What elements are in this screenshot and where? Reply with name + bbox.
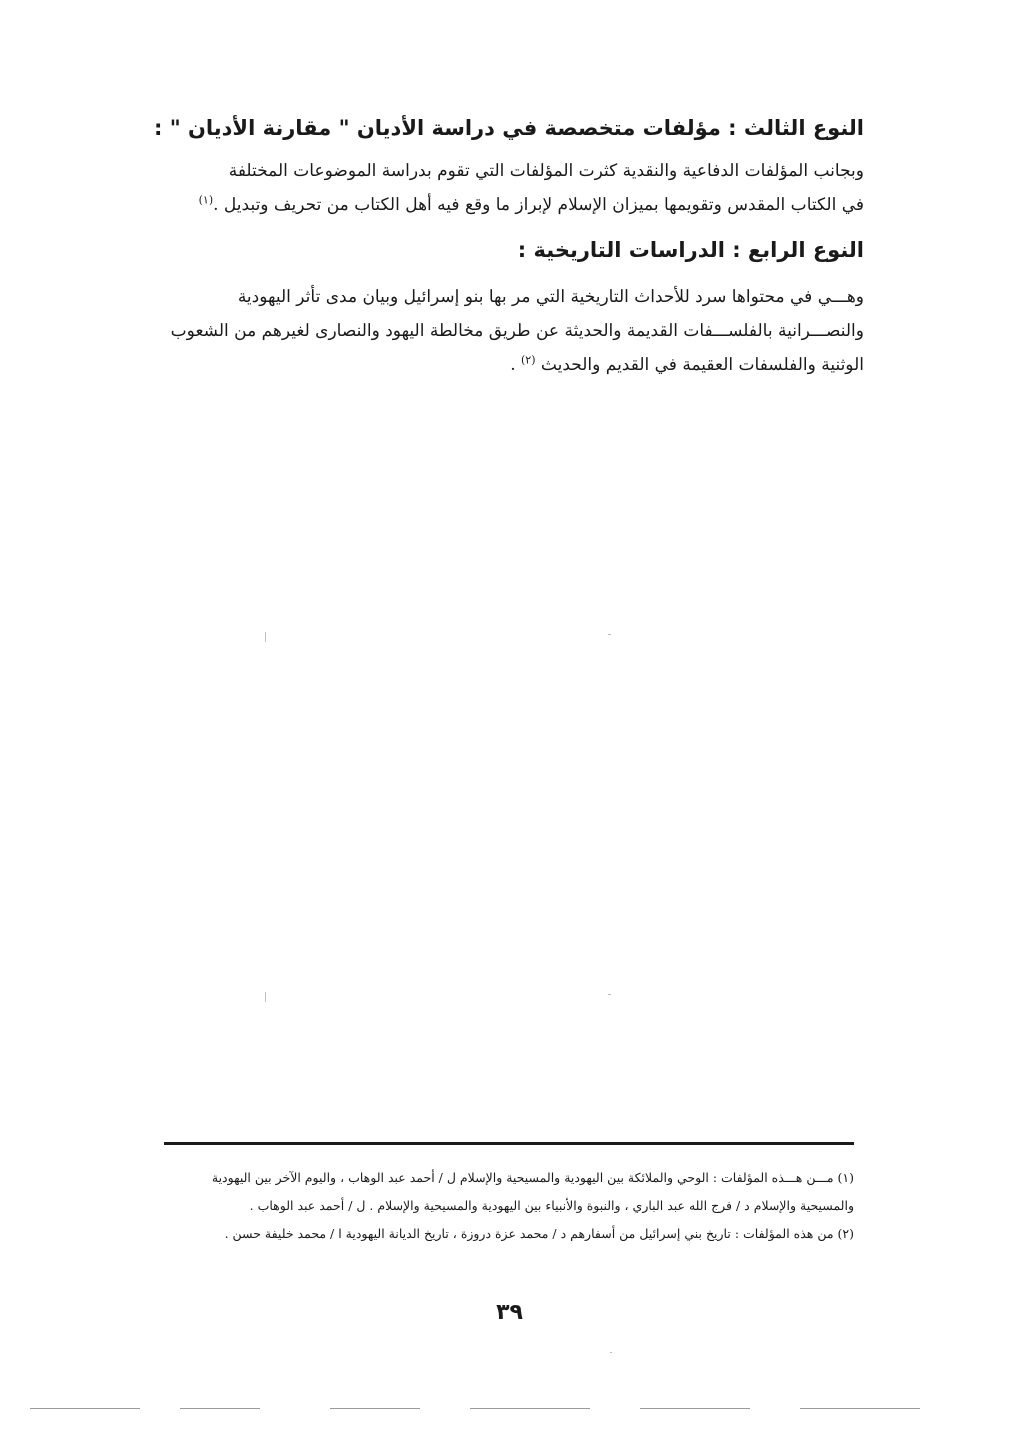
section-3-heading-text: النوع الثالث : مؤلفات متخصصة في دراسة الأديان " مقارنة الأديان " : (154, 116, 864, 140)
section-3-line-1: وبجانب المؤلفات الدفاعية والنقدية كثرت المؤلفات التي تقوم بدراسة الموضوعات المختلفة (228, 161, 864, 181)
scan-speck (608, 994, 611, 995)
section-4-line-3-end: . (510, 355, 516, 375)
footnotes (164, 1164, 854, 1248)
scan-edge-line (800, 1408, 920, 1409)
section-4-line-3-text: الوثنية والفلسفات العقيمة في القديم والحديث (540, 355, 864, 375)
section-3-paragraph (164, 154, 864, 222)
footnote-2-line-1: (٢) من هذه المؤلفات : تاريخ بني إسرائيل من أسفارهم د / محمد عزة دروزة ، تاريخ الديانة اليهودية ا / محمد خليفة حسن . (224, 1226, 854, 1241)
scan-edge-line (470, 1408, 590, 1409)
section-4-line-2: والنصـــرانية بالفلســـفات القديمة والحديثة عن طريق مخالطة اليهود والنصارى لغيرهم من الشعوب (170, 321, 864, 341)
section-4-line-3 (164, 348, 864, 382)
section-4-heading (164, 235, 864, 265)
section-3-heading (154, 113, 864, 143)
footnote-ref-2: (٢) (521, 353, 536, 367)
scan-edge-line (180, 1408, 260, 1409)
section-4-heading-text: النوع الرابع : الدراسات التاريخية : (517, 238, 864, 262)
footnote-ref-1: (١) (198, 193, 214, 207)
scan-speck (608, 634, 611, 635)
scan-edge-line (30, 1408, 140, 1409)
section-4-paragraph (164, 280, 864, 382)
section-4-line-1: وهـــي في محتواها سرد للأحداث التاريخية التي مر بها بنو إسرائيل وبيان مدى تأثر اليهودية (237, 287, 864, 307)
scan-edge-line (640, 1408, 750, 1409)
footnote-1-line-2: والمسيحية والإسلام د / فرج الله عبد الباري ، والنبوة والأنبياء بين اليهودية والمسيحية والإسلام . ل / أحمد عبد الوهاب . (249, 1198, 854, 1213)
page-number: ٣٩ (496, 1300, 523, 1325)
footnote-separator (164, 1142, 854, 1145)
footnote-1-line-1: (١) مـــن هـــذه المؤلفات : الوحي والملائكة بين اليهودية والمسيحية والإسلام ل / أحمد عبد الوهاب ، واليوم الآخر بين اليهودية (211, 1170, 854, 1185)
scan-speck (265, 632, 266, 642)
section-3-line-2-text: في الكتاب المقدس وتقويمها بميزان الإسلام لإبراز ما وقع فيه أهل الكتاب من تحريف وتبديل . (213, 195, 864, 215)
section-3-line-2 (164, 188, 864, 222)
scan-speck (265, 992, 266, 1002)
scan-edge-line (330, 1408, 420, 1409)
scan-speck (610, 1352, 612, 1353)
